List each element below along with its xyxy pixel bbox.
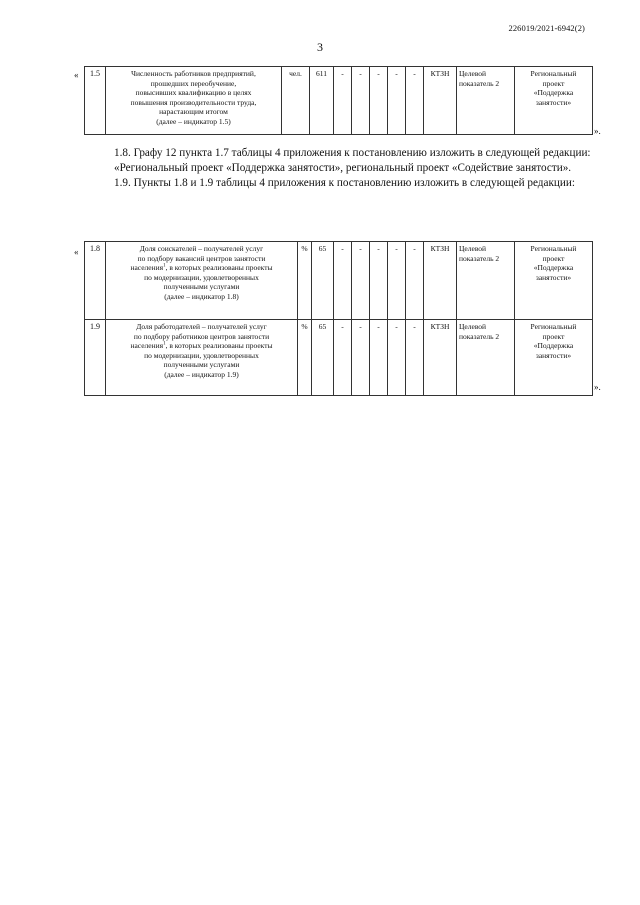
indicator-name: Численность работников предприятий, прошедших переобучение, повысивших квалификацию в целях повышения производительности труда, нарастающим итогом (далее – индикатор 1.5) [106,67,282,135]
source-cell: КТЗН [424,67,457,135]
paragraph-quote: «Региональный проект «Поддержка занятости», региональный проект «Содействие занятости». [114,162,572,174]
empty-value-cell: - [406,67,424,135]
empty-value-cell: - [370,67,388,135]
footnote-marker: 1 [163,263,166,269]
indicator-type-cell: Целевой показатель 2 [457,67,515,135]
row-number: 1.9 [85,320,106,396]
amendment-table-1 [84,66,593,135]
indicator-type-cell: Целевой показатель 2 [457,320,515,396]
page-number: 3 [317,40,323,54]
empty-value-cell: - [388,242,406,320]
table-row [85,67,593,135]
indicator-type-cell: Целевой показатель 2 [457,242,515,320]
row-number: 1.8 [85,242,106,320]
closing-quote: ». [594,126,601,136]
table-row [85,242,593,320]
empty-value-cell: - [334,320,352,396]
empty-value-cell: - [388,320,406,396]
closing-quote: ». [594,382,601,392]
empty-value-cell: - [334,67,352,135]
empty-value-cell: - [352,242,370,320]
empty-value-cell: - [370,320,388,396]
project-cell: Региональный проект «Поддержка занятости» [515,67,593,135]
empty-value-cell: - [370,242,388,320]
opening-quote: « [74,247,79,257]
indicator-name: Доля работодателей – получателей услуг по подбору работников центров занятости населения$^1$, в которых реализованы проекты по модернизации, удовлетворенных полученными услугами (далее – индикатор 1.9) [106,320,298,396]
row-number: 1.5 [85,67,106,135]
paragraph-1-8 [84,146,592,191]
project-cell: Региональный проект «Поддержка занятости» [515,320,593,396]
paragraph-text: 1.9. Пункты 1.8 и 1.9 таблицы 4 приложения к постановлению изложить в следующей редакции: [114,177,575,189]
footnote-marker: 1 [163,341,166,347]
source-cell: КТЗН [424,320,457,396]
project-cell: Региональный проект «Поддержка занятости» [515,242,593,320]
value-cell: 65 [312,242,334,320]
empty-value-cell: - [406,320,424,396]
amendment-table-2 [84,241,593,396]
empty-value-cell: - [406,242,424,320]
table-row [85,320,593,396]
value-cell: 65 [312,320,334,396]
empty-value-cell: - [388,67,406,135]
opening-quote: « [74,70,79,80]
indicator-name: Доля соискателей – получателей услуг по подбору вакансий центров занятости населения$^1$, в которых реализованы проекты по модернизации, удовлетворенных полученными услугами (далее – индикатор 1.8) [106,242,298,320]
unit-cell: % [298,242,312,320]
empty-value-cell: - [352,320,370,396]
unit-cell: чел. [282,67,310,135]
document-registration-number: 226019/2021-6942(2) [508,23,585,33]
empty-value-cell: - [352,67,370,135]
unit-cell: % [298,320,312,396]
source-cell: КТЗН [424,242,457,320]
paragraph-text: 1.8. Графу 12 пункта 1.7 таблицы 4 приложения к постановлению изложить в следующей редакции: [114,147,591,159]
empty-value-cell: - [334,242,352,320]
value-cell: 611 [310,67,334,135]
